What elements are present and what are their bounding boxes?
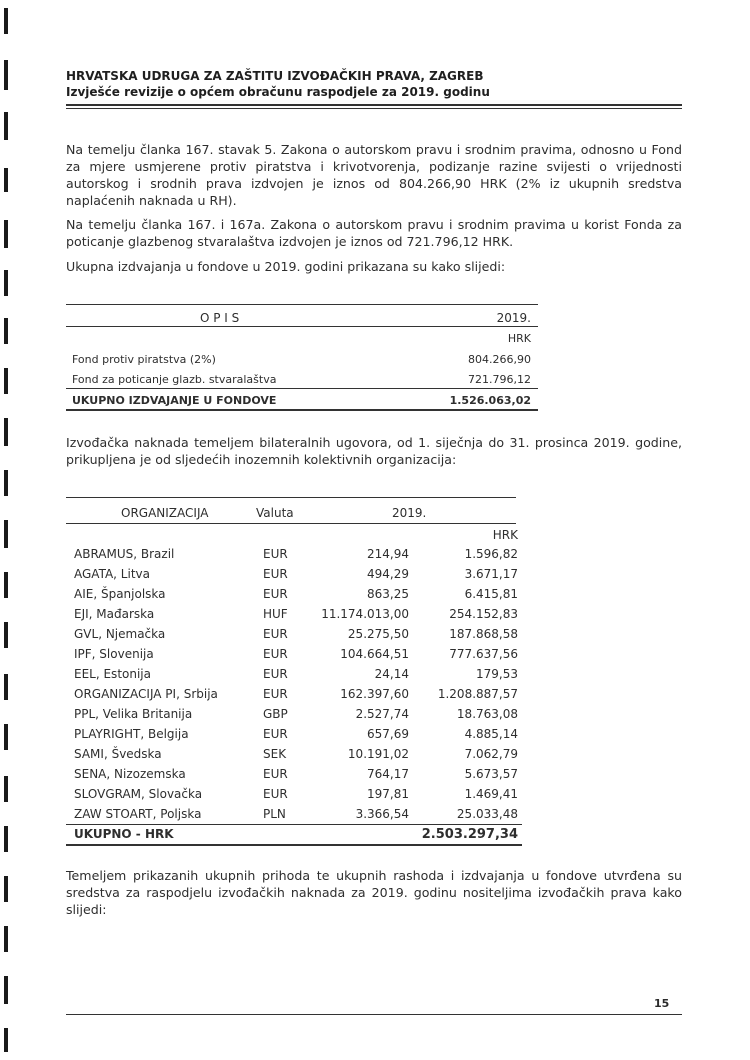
amount-in-currency: 214,94 [367,547,409,561]
amount-in-hrk: 5.673,57 [464,767,518,781]
table-rule [66,523,516,524]
row-value: 804.266,90 [468,353,531,366]
table-rule [66,824,522,825]
table-rule [66,409,538,411]
table-row [66,647,522,667]
amount-in-hrk: 18.763,08 [456,707,518,721]
total-label: UKUPNO IZDVAJANJE U FONDOVE [72,394,277,407]
table-header-row [66,311,538,327]
header-report-title: Izvješće revizije o općem obračunu raspodjele za 2019. godinu [66,85,490,99]
organization-name: SAMI, Švedska [74,747,162,761]
organization-name: AIE, Španjolska [74,587,166,601]
table-row [66,667,522,687]
scan-margin-mark [4,418,8,446]
organization-name: SENA, Nizozemska [74,767,186,781]
scan-margin-mark [4,318,8,344]
scan-margin-mark [4,572,8,598]
page-number: 15 [654,997,670,1010]
table-row [66,747,522,767]
table-rule [66,844,522,846]
table-row [66,353,538,369]
amount-in-currency: 764,17 [367,767,409,781]
organization-name: EJI, Mađarska [74,607,155,621]
paragraph-music-fund: Na temelju članka 167. i 167a. Zakona o autorskom pravu i srodnim pravima u korist Fonda za poticanje glazbenog stvaralaštva izdvojen je iznos od 721.796,12 HRK. [66,217,682,249]
scan-margin-mark [4,622,8,648]
amount-in-hrk: 3.671,17 [464,567,518,581]
paragraph-bilateral-intro: Izvođačka naknada temeljem bilateralnih ugovora, od 1. siječnja do 31. prosinca 2019. godine, prikupljena je od sljedećih inozemnih kolektivnih organizacija: [66,435,682,467]
scan-margin-mark [4,926,8,952]
total-label: UKUPNO - HRK [74,827,174,841]
amount-in-currency: 104.664,51 [340,647,409,661]
footer-rule [66,1014,682,1015]
organization-name: PPL, Velika Britanija [74,707,193,721]
organization-name: ORGANIZACIJA PI, Srbija [74,687,218,701]
amount-in-currency: 11.174.013,00 [321,607,409,621]
column-header-currency: Valuta [256,506,294,520]
amount-in-currency: 24,14 [374,667,409,681]
organization-name: GVL, Njemačka [74,627,166,641]
table-row [66,627,522,647]
scan-margin-mark [4,8,8,34]
currency-code: PLN [263,807,286,821]
table-unit-row [66,332,538,348]
row-description: Fond za poticanje glazb. stvaralaštva [72,373,277,386]
column-unit-hrk: HRK [492,528,518,542]
currency-code: EUR [263,727,288,741]
table-row [66,727,522,747]
organization-name: SLOVGRAM, Slovačka [74,787,203,801]
table-row [66,567,522,587]
table-row [66,687,522,707]
currency-code: GBP [263,707,288,721]
scan-margin-mark [4,724,8,750]
amount-in-hrk: 179,53 [476,667,518,681]
scan-margin-mark [4,776,8,802]
scan-margin-mark [4,368,8,394]
amount-in-currency: 657,69 [367,727,409,741]
scan-margin-mark [4,60,8,90]
currency-code: EUR [263,787,288,801]
table-total-row [66,394,538,410]
organization-name: EEL, Estonija [74,667,151,681]
organization-name: IPF, Slovenija [74,647,154,661]
organization-name: PLAYRIGHT, Belgija [74,727,189,741]
amount-in-currency: 3.366,54 [355,807,409,821]
table-rule [66,326,538,327]
organization-name: AGATA, Litva [74,567,150,581]
scan-margin-mark [4,876,8,902]
scan-margin-mark [4,112,8,140]
scan-margin-mark [4,1028,8,1052]
paragraph-distribution-intro: Temeljem prikazanih ukupnih prihoda te ukupnih rashoda i izdvajanja u fondove utvrđena su sredstva za raspodjelu izvođačkih naknada za 2019. godinu nositeljima izvođačkih prava kako slijedi: [66,868,682,917]
currency-code: EUR [263,687,288,701]
currency-code: EUR [263,567,288,581]
scan-margin-mark [4,168,8,192]
row-value: 721.796,12 [468,373,531,386]
paragraph-funds-intro: Ukupna izdvajanja u fondove u 2019. godini prikazana su kako slijedi: [66,259,506,274]
table-row [66,547,522,567]
organization-name: ZAW STOART, Poljska [74,807,202,821]
document-header [66,68,516,100]
amount-in-hrk: 4.885,14 [464,727,518,741]
scan-margin-mark [4,470,8,496]
amount-in-currency: 25.275,50 [347,627,409,641]
header-organization: HRVATSKA UDRUGA ZA ZAŠTITU IZVOĐAČKIH PRAVA, ZAGREB [66,69,484,83]
currency-code: EUR [263,587,288,601]
currency-code: EUR [263,627,288,641]
column-unit-hrk: HRK [507,332,531,345]
total-hrk: 2.503.297,34 [421,827,518,842]
column-header-year: 2019. [496,311,531,325]
table-row [66,707,522,727]
amount-in-hrk: 187.868,58 [449,627,518,641]
amount-in-hrk: 25.033,48 [456,807,518,821]
amount-in-hrk: 254.152,83 [449,607,518,621]
scan-margin-mark [4,976,8,1004]
amount-in-hrk: 7.062,79 [464,747,518,761]
column-header-description: O P I S [200,311,240,325]
header-rule [66,108,682,109]
currency-code: EUR [263,767,288,781]
amount-in-currency: 162.397,60 [340,687,409,701]
table-rule [66,388,538,389]
amount-in-hrk: 1.469,41 [464,787,518,801]
table-rule [66,497,516,498]
scan-margin-mark [4,674,8,700]
amount-in-currency: 863,25 [367,587,409,601]
currency-code: EUR [263,667,288,681]
scan-margin-mark [4,270,8,296]
amount-in-hrk: 1.596,82 [464,547,518,561]
amount-in-currency: 10.191,02 [347,747,409,761]
column-header-organization: ORGANIZACIJA [121,506,209,520]
amount-in-hrk: 777.637,56 [449,647,518,661]
currency-code: EUR [263,547,288,561]
amount-in-currency: 197,81 [367,787,409,801]
header-rule [66,104,682,106]
amount-in-hrk: 6.415,81 [464,587,518,601]
paragraph-piracy-fund: Na temelju članka 167. stavak 5. Zakona o autorskom pravu i srodnim pravima, odnosno u Fond za mjere usmjerene protiv piratstva i krivotvorenja, podizanje razine svijesti o vrijednosti autorskog i srodnih prava izdvojen je iznos od 804.266,90 HRK (2% iz ukupnih sredstva naplaćenih naknada u RH). [66,142,682,208]
scan-margin-mark [4,220,8,248]
column-header-year: 2019. [392,506,427,520]
currency-code: EUR [263,647,288,661]
table-unit-row [66,528,522,548]
total-value: 1.526.063,02 [449,394,531,407]
amount-in-currency: 2.527,74 [355,707,409,721]
table-row [66,587,522,607]
organization-name: ABRAMUS, Brazil [74,547,175,561]
currency-code: HUF [263,607,288,621]
amount-in-currency: 494,29 [367,567,409,581]
table-row [66,373,538,389]
table-row [66,767,522,787]
currency-code: SEK [263,747,287,761]
table-row [66,787,522,807]
scan-margin-mark [4,520,8,548]
table-row [66,607,522,627]
row-description: Fond protiv piratstva (2%) [72,353,216,366]
amount-in-hrk: 1.208.887,57 [437,687,518,701]
scan-margin-mark [4,826,8,852]
table-rule [66,304,538,305]
